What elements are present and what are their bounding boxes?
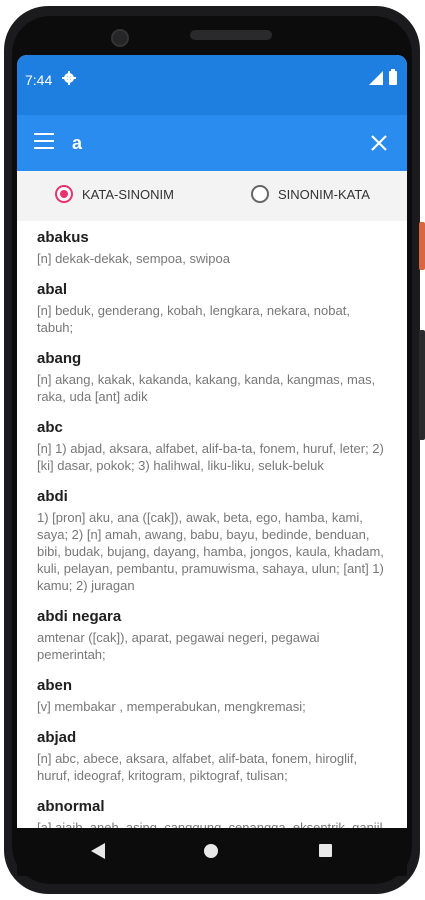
- entry-definition: [n] beduk, genderang, kobah, lengkara, nekara, nobat, tabuh;: [37, 303, 350, 335]
- status-time: 7:44: [25, 72, 53, 88]
- radio-unselected-icon[interactable]: [251, 185, 269, 203]
- entry-word: abakus: [37, 229, 89, 246]
- entry-definition: amtenar ([cak]), aparat, pegawai negeri, pegawai pemerintah;: [37, 630, 320, 662]
- power-button: [419, 222, 425, 270]
- radio-label-sinonim-kata: SINONIM-KATA: [278, 186, 370, 202]
- entry-word: abc: [37, 419, 63, 436]
- radio-selected-icon[interactable]: [55, 185, 73, 203]
- entry-definition: 1) [pron] aku, ana ([cak]), awak, beta, ego, hamba, kami, saya; 2) [n] amah, awang, babu, bayu, bedinde, benduan, bibi, budak, bujang, dayang, hamba, jongos, kaula, khadam, kuli, pelayan, pembantu, pramuwisma, sahaya, ulun; [ant] 1) kamu; 2) juragan: [37, 510, 384, 593]
- entry-word: abal: [37, 281, 68, 298]
- android-nav-bar: [17, 828, 407, 876]
- gear-icon: [62, 71, 76, 85]
- status-bar: [17, 55, 407, 115]
- volume-button: [419, 330, 425, 440]
- home-circle-icon[interactable]: [204, 844, 218, 858]
- entry-definition: [v] membakar , memperabukan, mengkremasi;: [37, 699, 306, 714]
- search-app-bar: [17, 115, 407, 171]
- radio-kata-sinonim[interactable]: [55, 185, 174, 203]
- list-item[interactable]: [17, 721, 407, 790]
- list-item[interactable]: [17, 480, 407, 600]
- radio-sinonim-kata[interactable]: [251, 185, 370, 203]
- screen: [17, 55, 407, 845]
- entry-word: abnormal: [37, 798, 105, 815]
- earpiece-speaker: [190, 30, 272, 40]
- synonym-list: [17, 221, 407, 845]
- recents-square-icon[interactable]: [319, 844, 332, 857]
- entry-word: abdi: [37, 488, 68, 505]
- entry-definition: [n] akang, kakak, kakanda, kakang, kanda, kangmas, mas, raka, uda [ant] adik: [37, 372, 376, 404]
- entry-word: abjad: [37, 729, 77, 746]
- entry-definition: [n] abc, abece, aksara, alfabet, alif-bata, fonem, hiroglif, huruf, ideograf, kritogram, piktograf, tulisan;: [37, 751, 358, 783]
- hamburger-menu-icon[interactable]: [34, 133, 56, 151]
- radio-label-kata-sinonim: KATA-SINONIM: [82, 186, 174, 202]
- entry-definition: [n] dekak-dekak, sempoa, swipoa: [37, 251, 230, 266]
- list-item[interactable]: [17, 411, 407, 480]
- list-item[interactable]: [17, 669, 407, 721]
- front-camera: [111, 29, 129, 47]
- entry-definition: [n] 1) abjad, aksara, alfabet, alif-ba-ta, fonem, huruf, leter; 2) [ki] dasar, pokok; 3) halihwal, liku-liku, seluk-beluk: [37, 441, 384, 473]
- close-icon[interactable]: [369, 133, 389, 153]
- mode-radio-group: [17, 171, 407, 221]
- list-item[interactable]: [17, 600, 407, 669]
- list-item[interactable]: [17, 273, 407, 342]
- list-item[interactable]: [17, 342, 407, 411]
- entry-word: abang: [37, 350, 82, 367]
- back-triangle-icon[interactable]: [91, 843, 105, 859]
- battery-icon: [389, 69, 397, 85]
- entry-word: aben: [37, 677, 73, 694]
- signal-icon: [369, 71, 383, 85]
- list-item[interactable]: [17, 221, 407, 273]
- search-input[interactable]: a: [72, 133, 83, 153]
- entry-word: abdi negara: [37, 608, 122, 625]
